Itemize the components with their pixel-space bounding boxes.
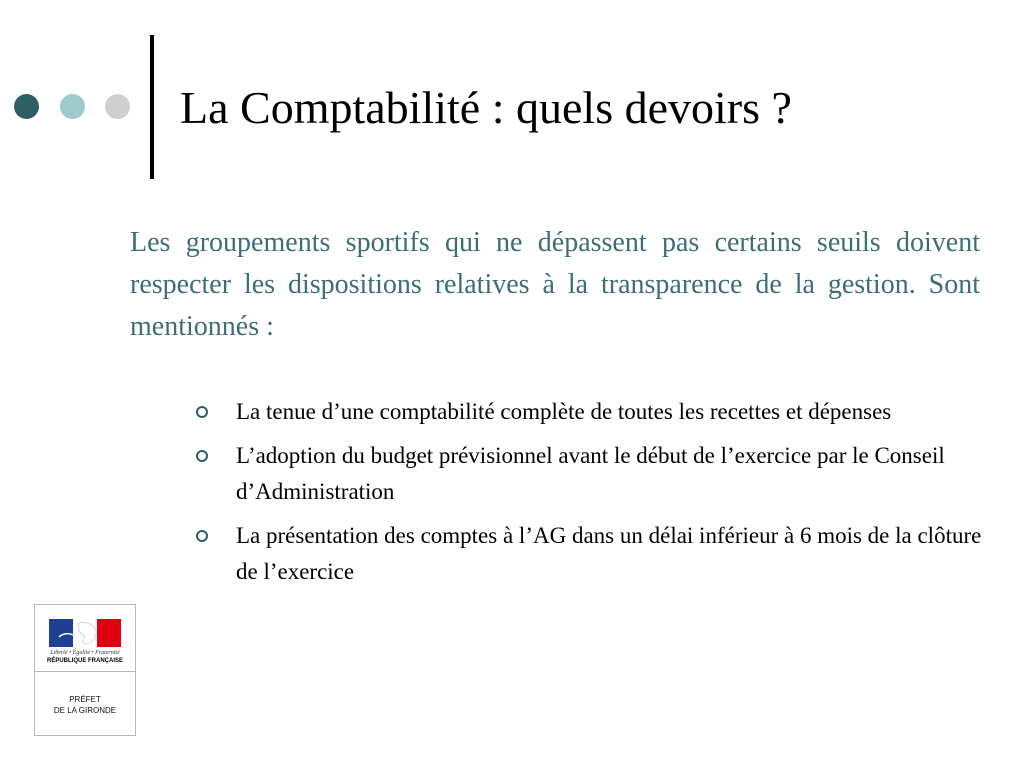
dot-dark xyxy=(14,94,39,119)
bullet-circle-icon xyxy=(196,530,208,542)
prefecture-logo xyxy=(34,604,136,736)
intro-paragraph: Les groupements sportifs qui ne dépassent pas certains seuils doivent respecter les dispositions relatives à la transparence de la gestion. Sont mentionnés : xyxy=(130,227,980,342)
logo-republique: RÉPUBLIQUE FRANÇAISE xyxy=(46,658,123,664)
bullet-circle-icon xyxy=(196,406,208,418)
logo-motto: Liberté • Égalité • Fraternité xyxy=(50,650,120,656)
slide-title: La Comptabilité : quels devoirs ? xyxy=(180,82,792,133)
bullet-circle-icon xyxy=(196,450,208,462)
dot-light xyxy=(60,94,85,119)
bullet-text: La tenue d’une comptabilité complète de toutes les recettes et dépenses xyxy=(236,399,892,424)
bullet-text: L’adoption du budget prévisionnel avant le début de l’exercice par le Conseil d’Administration xyxy=(236,443,945,504)
bullet-item xyxy=(190,518,990,590)
prefet-label xyxy=(35,672,135,716)
decorative-dots xyxy=(14,94,134,120)
dot-grey xyxy=(105,94,130,119)
marianne-block xyxy=(35,605,135,672)
marianne-flag-icon xyxy=(49,619,121,647)
bullet-list xyxy=(190,394,990,598)
prefet-line-1: PRÉFET xyxy=(69,695,101,704)
bullet-item xyxy=(190,438,990,510)
title-divider xyxy=(150,35,154,179)
prefet-line-2: DE LA GIRONDE xyxy=(53,706,117,715)
bullet-text: La présentation des comptes à l’AG dans un délai inférieur à 6 mois de la clôture de l’exercice xyxy=(236,523,982,584)
bullet-item xyxy=(190,394,990,430)
